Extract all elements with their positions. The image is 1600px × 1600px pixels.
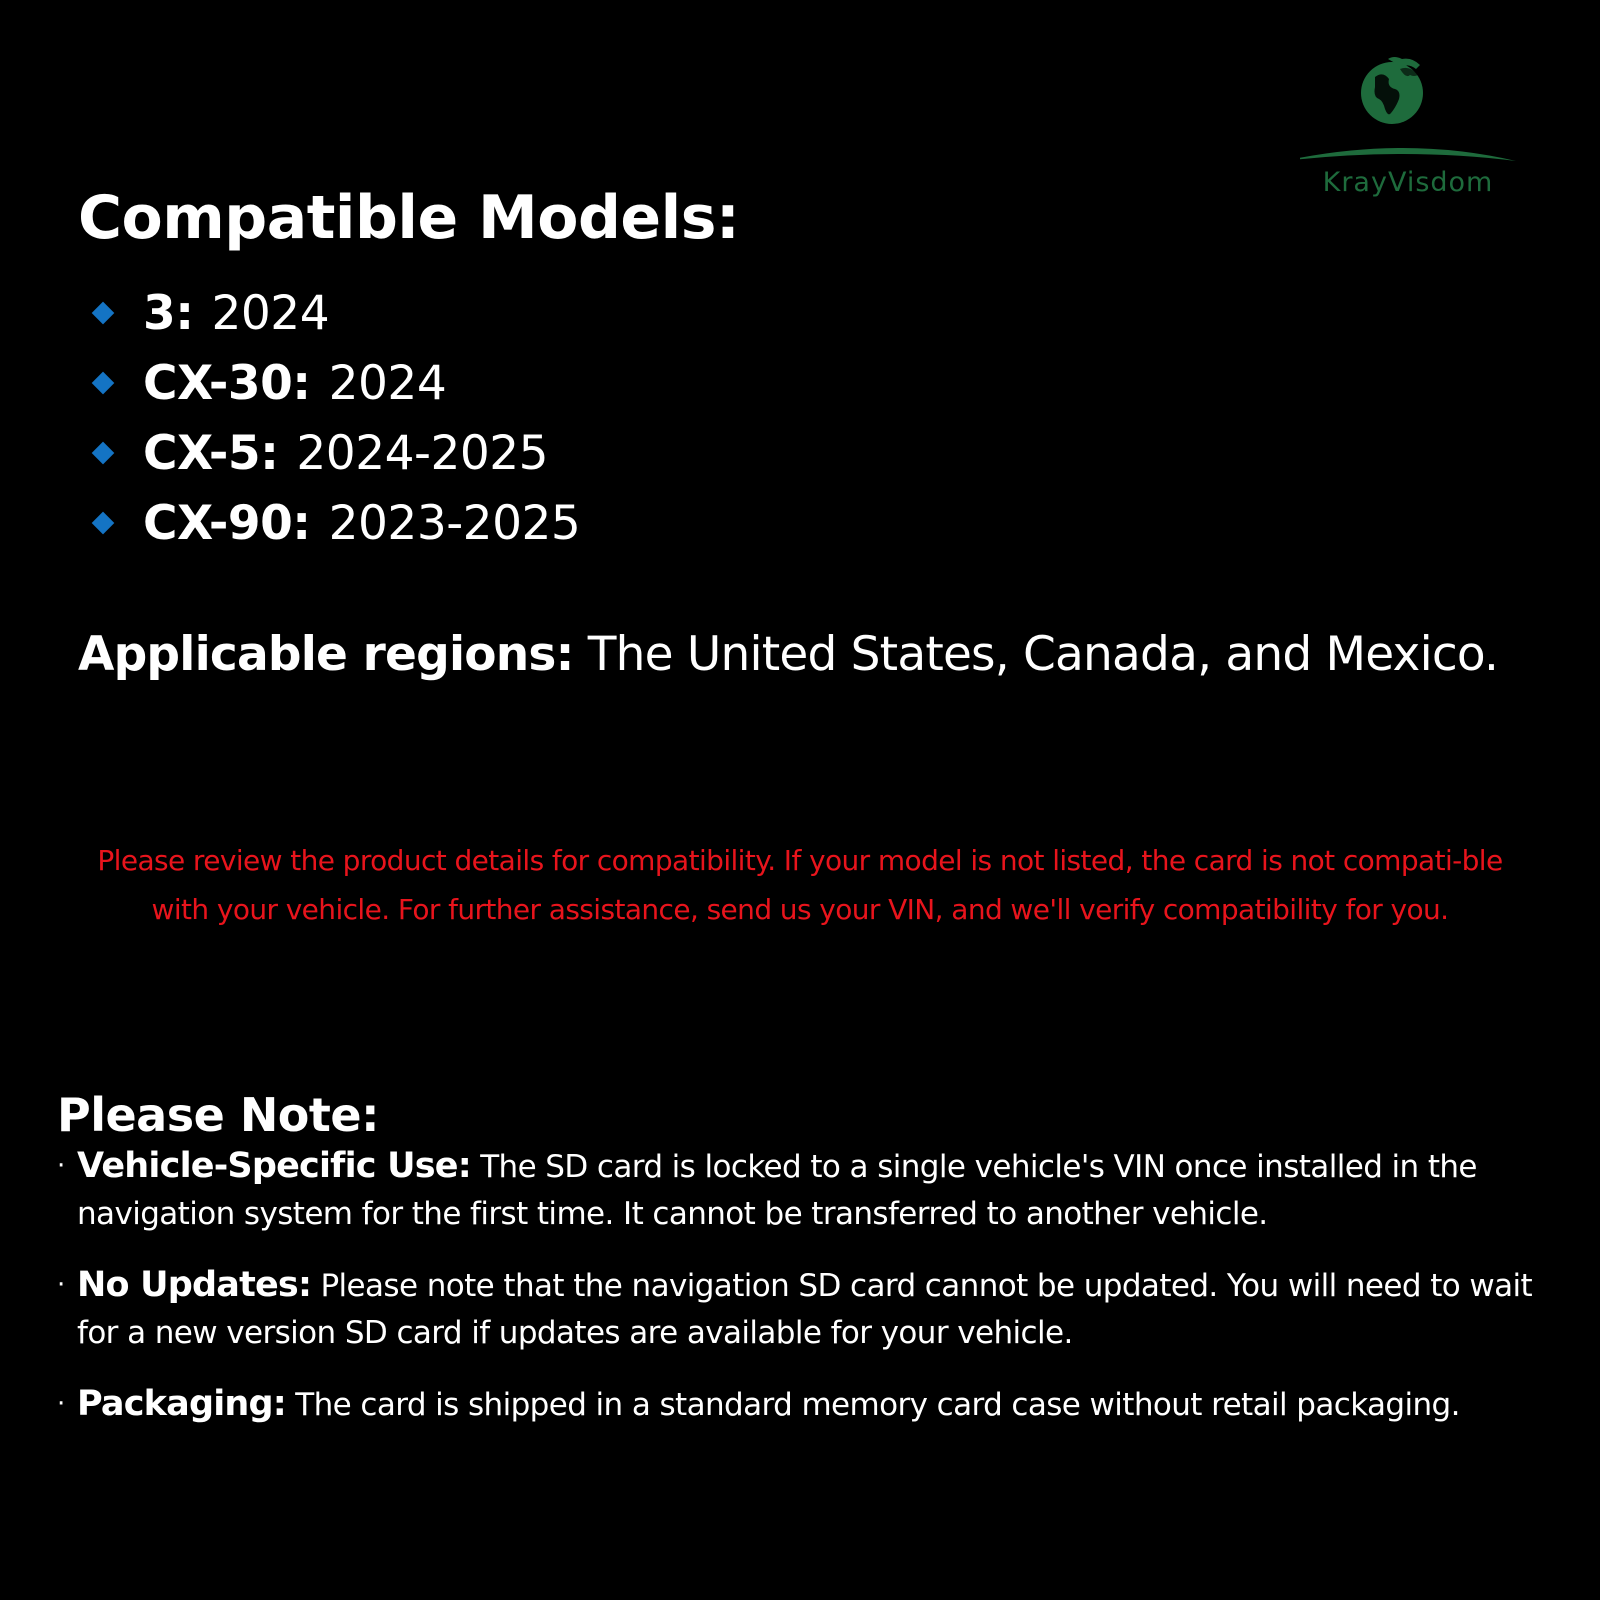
model-years: 2024: [328, 355, 447, 411]
model-years: 2024-2025: [296, 425, 549, 481]
model-name: CX-5:: [143, 425, 279, 481]
model-item: [90, 418, 580, 488]
model-name: 3:: [143, 285, 194, 341]
note-label: Vehicle-Specific Use:: [77, 1146, 471, 1186]
diamond-bullet-icon: [92, 442, 115, 465]
compatibility-warning: Please review the product details for compatibility. If your model is not listed, the card is not compati-ble with your vehicle. For further assistance, send us your VIN, and we'll verify compatibility for you.: [97, 844, 1503, 926]
brand-name: KrayVisdom: [1322, 167, 1494, 198]
globe-icon: [1300, 55, 1540, 175]
diamond-bullet-icon: [92, 302, 115, 325]
note-label: Packaging:: [77, 1384, 286, 1424]
note-text: The SD card is locked to a single vehicle's VIN once installed in the navigation system for the first time. It cannot be transferred to another vehicle.: [77, 1149, 1477, 1232]
please-note-title: Please Note:: [57, 1088, 379, 1142]
model-item: [90, 278, 580, 348]
note-item: [57, 1143, 1547, 1238]
note-text: The card is shipped in a standard memory card case without retail packaging.: [295, 1387, 1460, 1423]
model-item: [90, 488, 580, 558]
model-item: [90, 348, 580, 418]
model-name: CX-30:: [143, 355, 311, 411]
model-years: 2023-2025: [328, 495, 581, 551]
note-item: [57, 1262, 1547, 1357]
dot-bullet-icon: ·: [57, 1389, 65, 1419]
brand-logo: [1300, 55, 1540, 215]
dot-bullet-icon: ·: [57, 1270, 65, 1300]
diamond-bullet-icon: [92, 512, 115, 535]
regions-label: Applicable regions:: [78, 627, 574, 682]
compatible-models-list: [90, 278, 580, 558]
applicable-regions: [78, 625, 1498, 685]
note-item: [57, 1381, 1547, 1429]
diamond-bullet-icon: [92, 372, 115, 395]
note-label: No Updates:: [77, 1265, 312, 1305]
note-text: Please note that the navigation SD card cannot be updated. You will need to wait for a new version SD card if updates are available for your vehicle.: [77, 1268, 1533, 1351]
notes-list: [57, 1143, 1547, 1453]
regions-value: The United States, Canada, and Mexico.: [587, 627, 1499, 682]
model-name: CX-90:: [143, 495, 311, 551]
compatible-models-title: Compatible Models:: [78, 183, 740, 253]
dot-bullet-icon: ·: [57, 1151, 65, 1181]
model-years: 2024: [211, 285, 330, 341]
